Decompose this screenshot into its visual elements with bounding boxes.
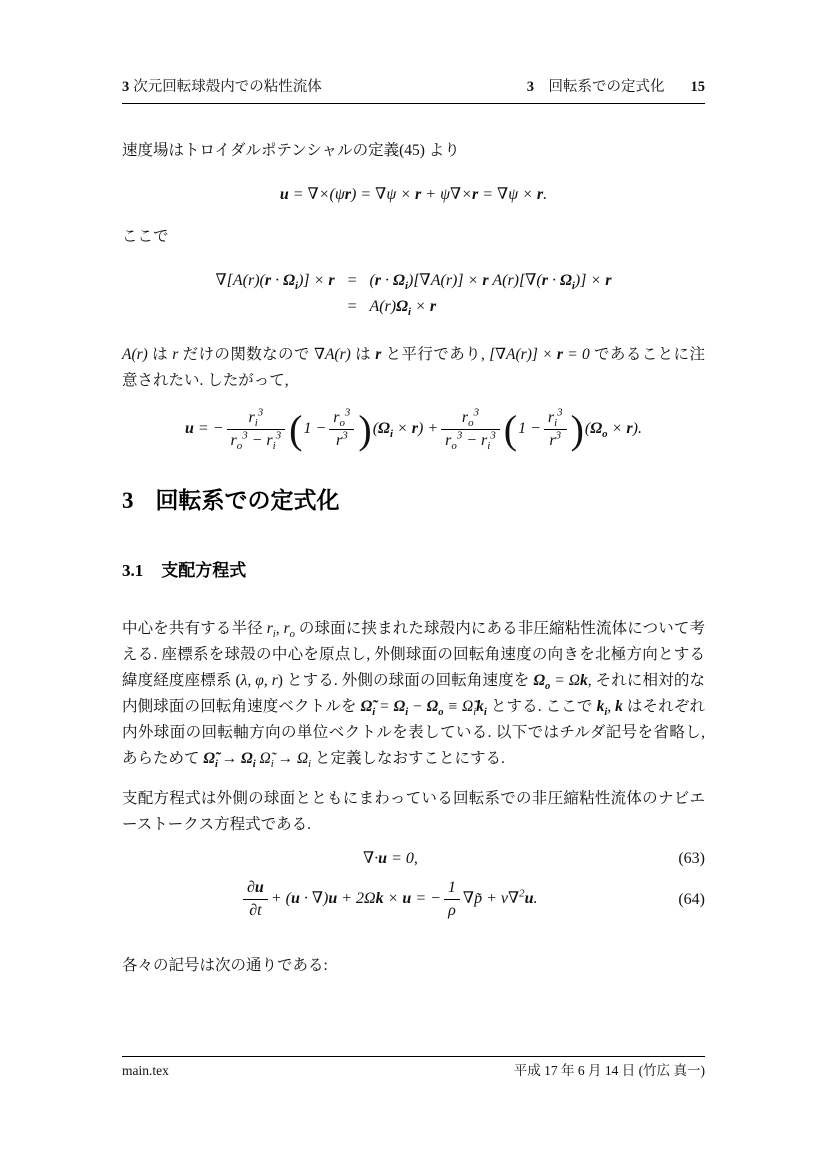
section-3-title: 回転系での定式化 bbox=[155, 487, 340, 513]
eq-64-label: (64) bbox=[678, 890, 705, 908]
eq-grad-equals-1: = bbox=[346, 272, 358, 289]
section-3-heading bbox=[122, 485, 705, 516]
symbols-paragraph: 各々の記号は次の通りである: bbox=[122, 957, 328, 974]
eq-63-body: ∇·u = 0, bbox=[363, 850, 418, 867]
big-paren-open-2: ( bbox=[503, 406, 518, 452]
eq-63-label: (63) bbox=[678, 850, 705, 867]
footer-filename: main.tex bbox=[122, 1063, 169, 1078]
page-footer bbox=[122, 1056, 705, 1080]
equation-gradient-array bbox=[215, 268, 611, 320]
governing-paragraph: 支配方程式は外側の球面とともにまわっている回転系での非圧縮粘性流体のナビエーストークス方程式である. bbox=[122, 790, 705, 833]
eq-u-fraction-1: $\frac{r_i^3}{r_o^3 - r_i^3}$ bbox=[227, 408, 286, 451]
equation-63 bbox=[122, 848, 705, 870]
eq-64-fraction-dudt: $\frac{\partial u}{\partial t}$ bbox=[243, 878, 268, 921]
header-section-info bbox=[527, 78, 705, 97]
eq-64-tail: ∇p̃ + ν∇$^2$u. bbox=[462, 887, 538, 908]
section-3-1-heading bbox=[122, 560, 705, 582]
note-paragraph: A(r) は r だけの関数なので ∇A(r) は r と平行であり, [∇A(r)] × r = 0 であることに注意されたい. したがって, bbox=[122, 346, 705, 389]
eq-u-fraction-3: $\frac{r_o^3}{r_o^3 - r_i^3}$ bbox=[441, 408, 500, 451]
section-3-1-number: 3.1 bbox=[122, 561, 144, 580]
eq-64-fraction-rho: $\frac{1}{\rho}$ bbox=[444, 878, 460, 921]
koko-paragraph: ここで bbox=[122, 228, 169, 245]
section-3-1-title: 支配方程式 bbox=[161, 561, 247, 580]
setup-paragraph: 中心を共有する半径 $r_i$, $r_o$ の球面に挟まれた球殻内にある非圧縮粘性流体について考える. 座標系を球殻の中心を原点し, 外側球面の回転角速度の向きを北極方向とする緯度経度座標系 (λ, φ, r) とする. 外側の球面の回転角速度を $\Omega_o = \Omega k$, それに相対的な内側球面の回転角速度ベクトルを $\Omegã_i = \Omega_i - \Omega_o$ ≡ $\Omegã_ik_i$ とする. ここで $k_i$, k はそれぞれ内外球面の回転軸方向の単位ベクトルを表している. 以下ではチルダ記号を省略し, あらためて $\Omegã_i \to \Omega_i$ $\Omegã_i \to \Omega_i$ と定義しなおすことにする. bbox=[122, 620, 705, 771]
eq-u-fraction-2: $\frac{r_o^3}{r^3}$ bbox=[329, 408, 354, 451]
equation-gradient-row-2 bbox=[215, 294, 611, 320]
equation-gradient-row-1 bbox=[215, 268, 611, 294]
eq-grad-equals-2: = bbox=[346, 298, 358, 315]
eq-64-middle: + (u · ∇)u + 2Ωk × u = − bbox=[270, 890, 441, 908]
eq-u-term-1: 1 − bbox=[303, 420, 327, 438]
big-paren-open-1: ( bbox=[289, 406, 303, 452]
big-paren-close-2: ) bbox=[570, 406, 584, 452]
equation-velocity: u = ∇×(ψr) = ∇ψ × r + ψ∇×r = ∇ψ × r. bbox=[279, 186, 548, 203]
eq-grad-rhs-1: $(r \cdot \Omega_i)[\nabla A(r)] \times r$ $A(r)[\nabla(r \cdot \Omega_i)] \times r$ bbox=[369, 272, 612, 293]
eq-u-fraction-4: $\frac{r_i^3}{r^3}$ bbox=[544, 408, 567, 451]
header-page-number: 15 bbox=[690, 79, 705, 95]
intro-paragraph: 速度場はトロイダルポテンシャルの定義(45) より bbox=[122, 142, 460, 159]
eq-grad-rhs-2: $A(r)\Omega_i \times r$ bbox=[369, 298, 437, 319]
page-header bbox=[122, 78, 705, 104]
section-3-number: 3 bbox=[122, 488, 134, 513]
eq-u-term-4: $(\Omega_o \times r)$. bbox=[584, 420, 642, 441]
header-section-title: 3 回転系での定式化 bbox=[526, 79, 665, 95]
footer-date: 平成 17 年 6 月 14 日 (竹広 真一) bbox=[513, 1063, 705, 1078]
eq-u-lead: u = − bbox=[185, 420, 224, 438]
page-content bbox=[122, 78, 705, 979]
header-doc-title: 3 次元回転球殻内での粘性流体 bbox=[122, 79, 322, 95]
eq-u-term-3: 1 − bbox=[518, 420, 541, 438]
big-paren-close-1: ) bbox=[358, 406, 372, 452]
eq-grad-lhs: $\nabla[A(r)(r \cdot \Omega_i)] \times r$ bbox=[215, 272, 335, 293]
eq-u-term-2: $(\Omega_i \times r)$ + bbox=[372, 420, 439, 441]
eq-grad-lhs-empty bbox=[215, 294, 334, 320]
equation-u-solution bbox=[122, 408, 705, 451]
equation-64 bbox=[122, 878, 705, 921]
eq-64-body bbox=[240, 879, 538, 919]
